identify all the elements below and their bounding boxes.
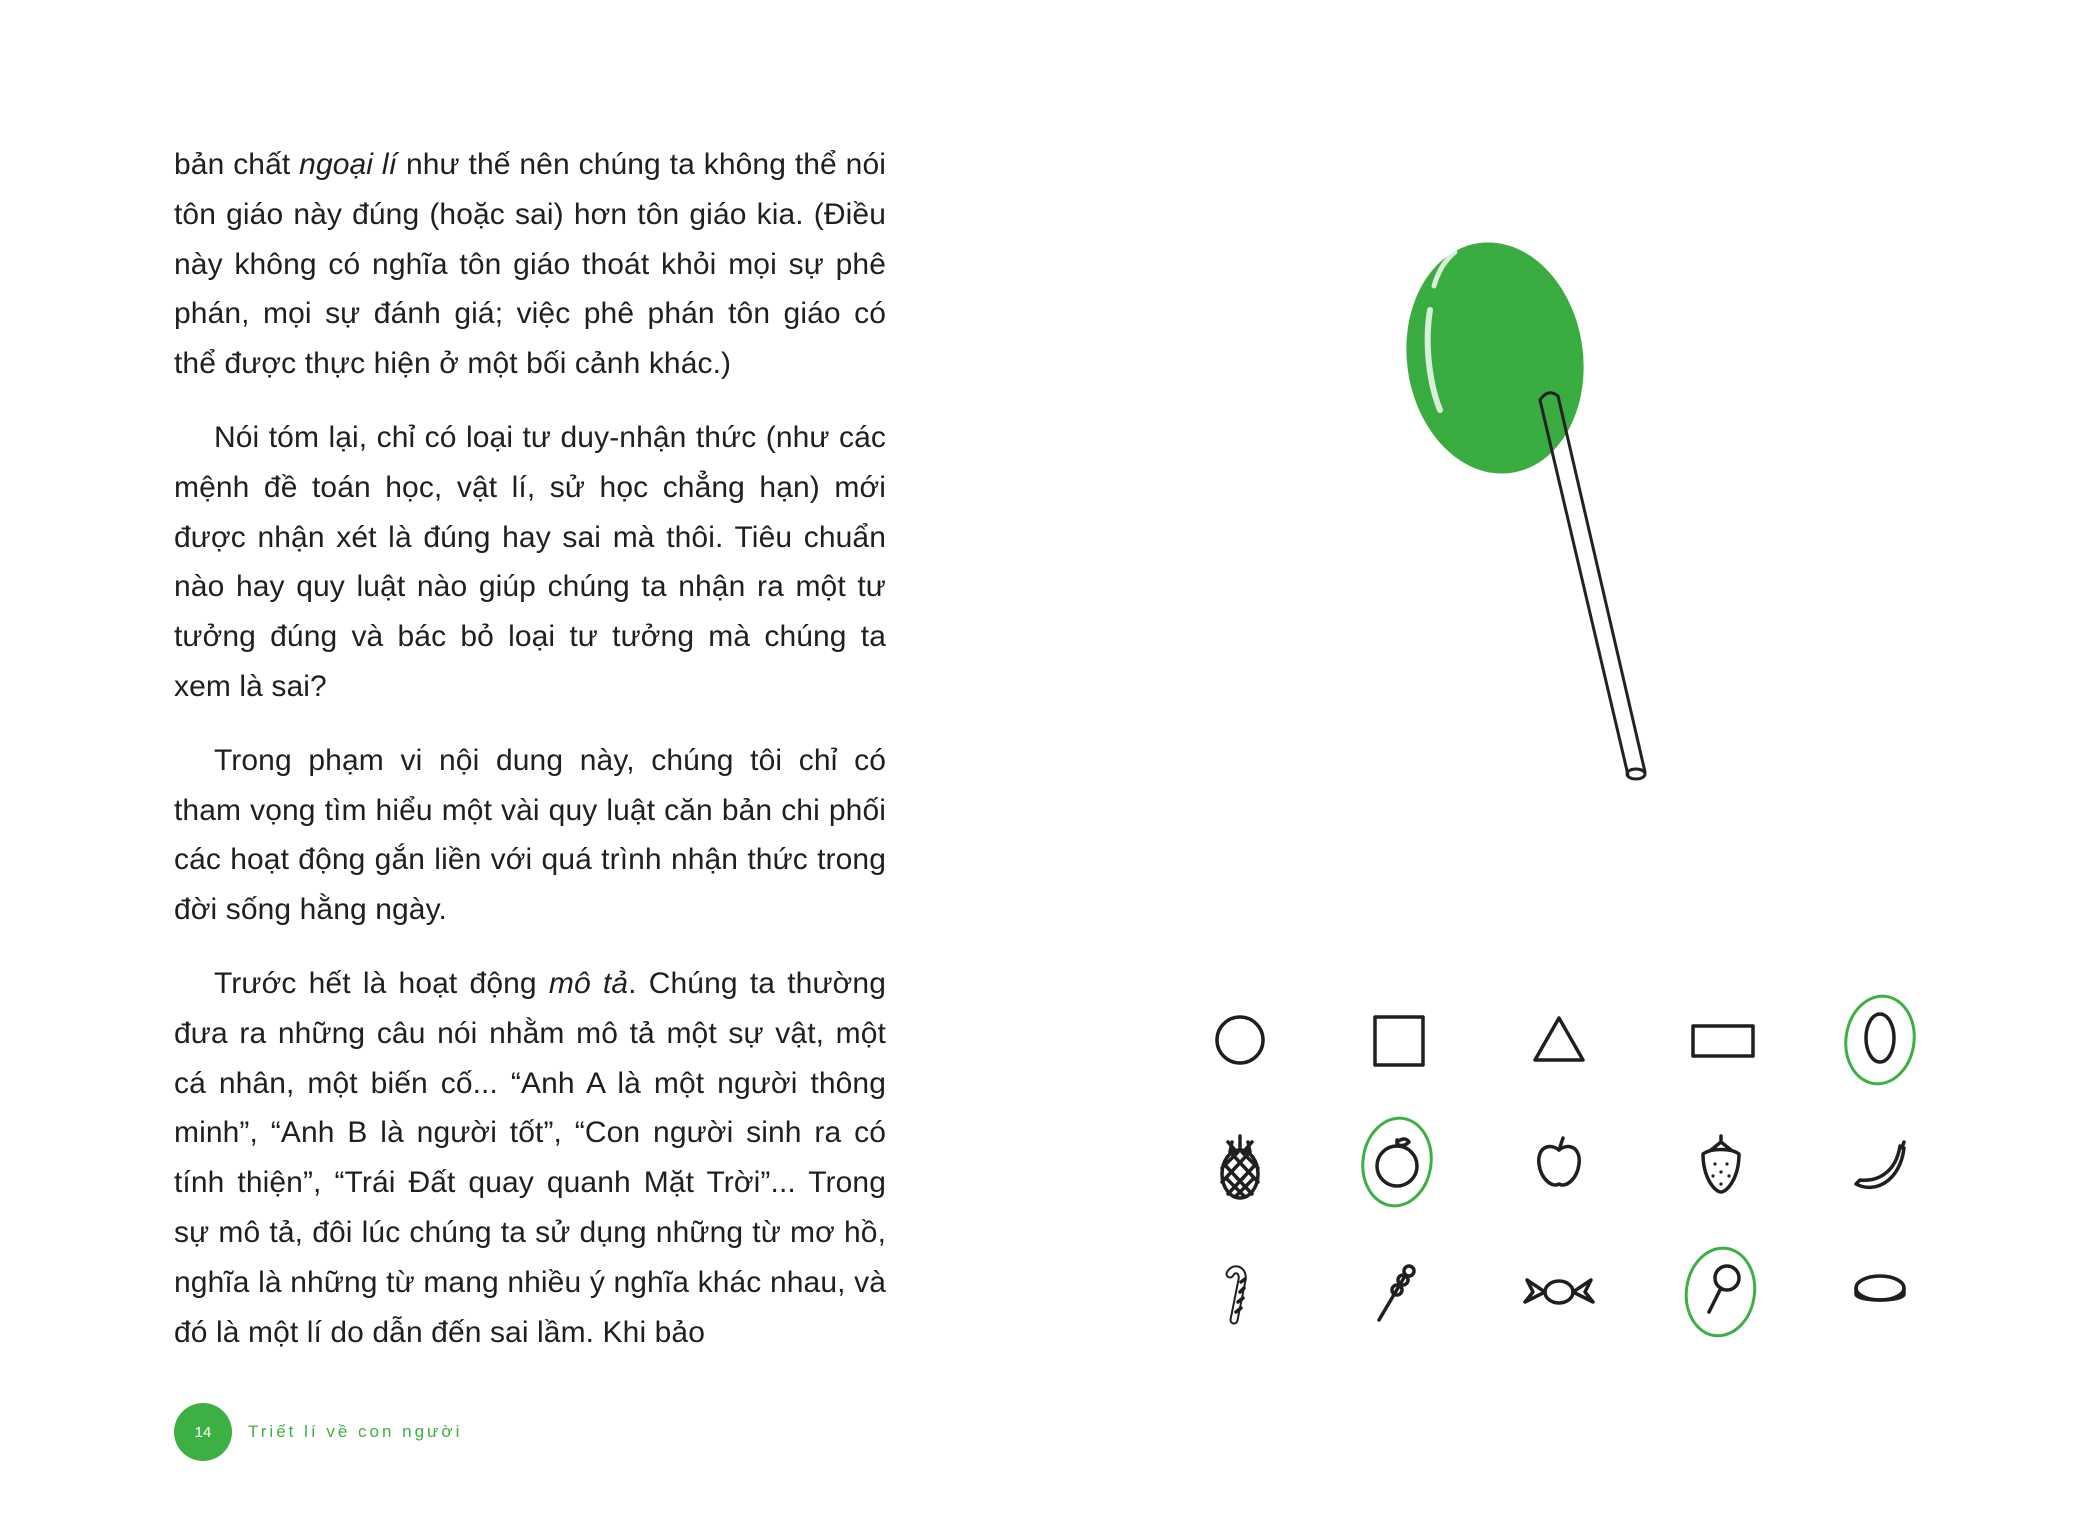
paragraph-text: Nói tóm lại, chỉ có loại tư duy-nhận thức (như các mệnh đề toán học, vật lí, sử học chẳng hạn) mới được nhận xét là đúng hay sai mà thôi. Tiêu chuẩn nào hay quy luật nào giúp chúng ta nhận ra một tư tưởng đúng và bác bỏ loại tư tưởng mà chúng ta xem là sai?: [174, 420, 886, 703]
page-number: 14: [194, 1423, 212, 1441]
paragraph: [174, 959, 886, 1357]
body-text: [174, 140, 886, 1381]
oval-icon: [1830, 990, 1930, 1090]
orange-icon: [1347, 1112, 1447, 1212]
pineapple-icon: [1190, 1112, 1290, 1212]
page-footer: [174, 1403, 462, 1461]
candy-cane-icon: [1190, 1238, 1290, 1338]
emphasis-text: ngoại lí: [299, 148, 398, 181]
emphasis-text: mô tả: [548, 966, 629, 1000]
paragraph-text: Trong phạm vi nội dung này, chúng tôi chỉ có tham vọng tìm hiểu một vài quy luật căn bản chi phối các hoạt động gắn liền với quá trình nhận thức trong đời sống hằng ngày.: [174, 743, 886, 927]
running-title: Triết lí về con người: [248, 1422, 463, 1441]
lollipop-illustration: [1400, 190, 1720, 810]
paragraph-text: như thế nên chúng ta không thể nói tôn giáo này đúng (hoặc sai) hơn tôn giáo kia. (Điều này không có nghĩa tôn giáo thoát khỏi mọi sự phê phán, mọi sự đánh giá; việc phê phán tôn giáo có thể được thực hiện ở một bối cảnh khác.): [174, 148, 887, 381]
paragraph-text: Trước hết là hoạt động: [214, 966, 549, 1000]
rectangle-icon: [1671, 990, 1771, 1090]
square-icon: [1347, 990, 1447, 1090]
banana-icon: [1830, 1112, 1930, 1212]
lollipop-icon: [1400, 190, 1720, 810]
candy-skewer-icon: [1347, 1238, 1447, 1338]
lollipop-icon: [1671, 1238, 1771, 1338]
shape-icon-grid: [1190, 990, 1950, 1370]
paragraph: [174, 140, 886, 389]
selection-ring: [1357, 1114, 1437, 1211]
round-candy-icon: [1830, 1238, 1930, 1338]
paragraph-text: bản chất: [174, 148, 300, 181]
strawberry-icon: [1671, 1112, 1771, 1212]
selection-ring: [1840, 992, 1920, 1089]
apple-icon: [1509, 1112, 1609, 1212]
paragraph-text: . Chúng ta thường đưa ra những câu nói nhằm mô tả một sự vật, một cá nhân, một biến cố... “Anh A là một người thông minh”, “Anh B là người tốt”, “Con người sinh ra có tính thiện”, “Trái Đất quay quanh Mặt Trời”... Trong sự mô tả, đôi lúc chúng ta sử dụng những từ mơ hồ, nghĩa là những từ mang nhiều ý nghĩa khác nhau, và đó là một lí do dẫn đến sai lầm. Khi bảo: [174, 966, 886, 1349]
circle-icon: [1190, 990, 1290, 1090]
paragraph: [174, 413, 886, 712]
paragraph: [174, 736, 886, 935]
page-number-badge: [174, 1403, 232, 1461]
wrapped-candy-icon: [1509, 1238, 1609, 1338]
triangle-icon: [1509, 990, 1609, 1090]
